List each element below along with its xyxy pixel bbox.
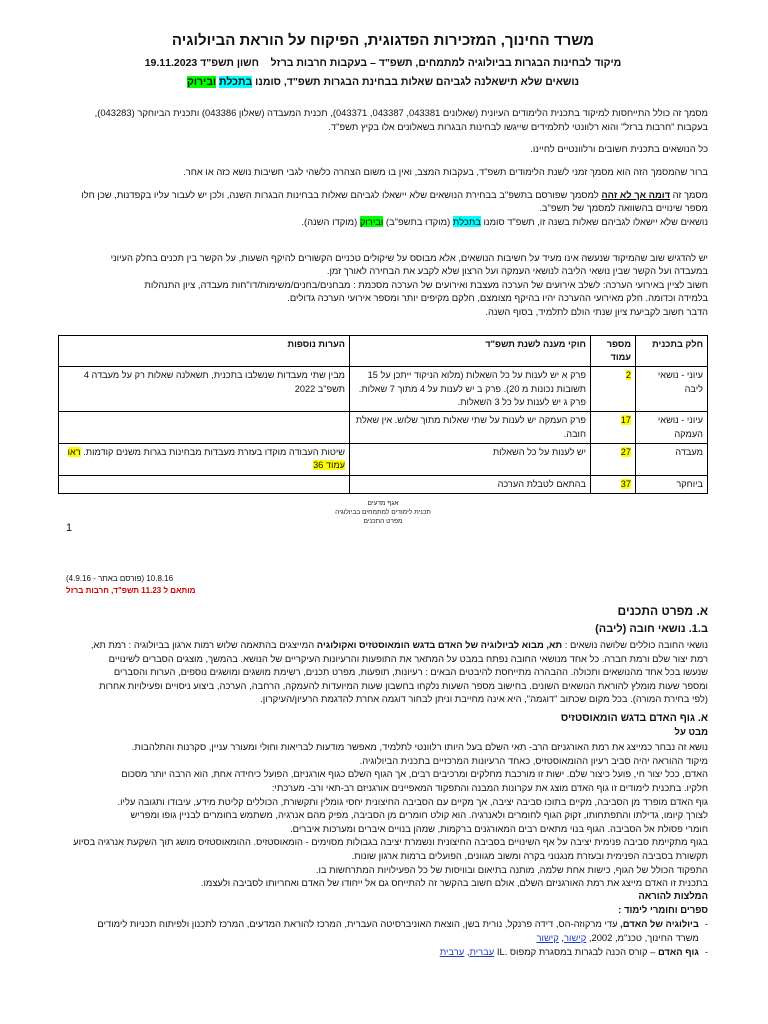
table-row [59,367,708,412]
table-cell-rules: בהתאם לטבלת הערכה [350,475,591,493]
footer-line-1: אגף מדעים [367,500,399,508]
overview-line-6: לצורך קיומו, גדילתו והתפתחותו, זקוק הגוף לחומרים ולאנרגיה. הוא קולט חומרים מן הסביבה, מפיק מהם אנרגיה, משתמש בחומרים לבניין גופו ומפריש [130,809,708,821]
intro-section [58,106,708,319]
table-header-notes: הערות נוספות [59,335,350,367]
core-topics-heading: ב.1. נושאי חובה (ליבה) [595,623,708,635]
table-cell-part: עיוני - נושאי ליבה [636,367,708,412]
intro-paragraph-6b: במעבדה ועל הקשר שבין נושאי הליבה לנושאי העמקה ועל הרצון שלא לקבע את הבחירה לאורך זמן. [326,265,708,277]
intro-p4-emphasis: דומה אך לא זהה [601,188,671,200]
intro-paragraph-1: מסמך זה כולל התייחסות למיקוד בתכנית הלימודים העיונית (שאלונים 043381, 043387, 043371), תכנית המעבדה (שאלון 043386) ותכנית הביוחקר (043283), [94,107,708,119]
overview-line-9: תקשורת בסביבה הפנימית ובעזרת מנגנוני בקרה ומשוב מגוונים, הפועלים ברמות ארגון שונות. [351,850,708,862]
table-header-rules: חוקי מענה לשנת תשפ"ד [350,335,591,367]
course-title: גוף האדם [657,945,699,957]
table-cell-rules: יש לענות על כל השאלות [350,444,591,476]
excluded-topics-subtitle [58,75,708,90]
overview-line-3: האדם, ככל יצור חי, פועל כיצור שלם. ישות זו מורכבת מחלקים ומרכיבים רבים, אך הגוף השלם כגוף אורגניזם, הפועל כיחידה אחת, הוא הרבה יותר מסכום [121,768,708,780]
book-link-2[interactable]: קישור [536,932,559,944]
green-highlight-label: ובירוק [186,75,217,88]
excluded-topics-marked: סומנו [255,75,281,88]
published-date: 10.8.16 (פורסם באתר - 4.9.16) [66,574,174,583]
overview-line-8: בגוף מתקיימת סביבה פנימית יציבה על אף השינויים בסביבה החיצונית ונשמרת יציבה בגבולות מסוימים - הומאוסטזיס. ההומאוסטזיס מושג תוך השקעת אנרגיה בסיוע [73,836,708,848]
intro-paragraph-7: חשוב לציין באירועי הערכה: לשלב אירועים של הערכה מעצבת ואירועים של הערכה מסכמת : מבחנים/בחנים/משימות/דו"חות מעבדה, ציון התנהלות [144,278,708,290]
book-details: עדי מרקוזה-הס, דידה פרנקל, נורית בשן, הוצאת האוניברסיטה העברית, המרכז להוראת המדעים, המרכז לתכנון ולפיתוח תכניות לימודים [97,918,618,930]
table-header-row [59,335,708,367]
page-link-deepening: 17 [620,415,631,426]
page-link-lab: 27 [620,447,631,458]
overview-line-4: חלקיו. בתכנית לימודים זו גוף האדם מוצג את עקרונות המבנה והתפקוד המאפיינים אורגניזם רב-תאי ורב- מערכתי: [271,781,708,793]
focus-subtitle [58,56,708,71]
table-header-page: מספר עמוד [591,335,636,367]
lab-notes-text: שיטות העבודה מוקדו בעזרת מעבדות מבחינות בגרות משנים קודמות. [83,447,345,458]
adapted-date: מותאם ל 11.23 תשפ"ד, חרבות ברזל [66,585,196,595]
list-item: - גוף האדם – קורס הכנה לבגרות במסגרת קמפוס .IL עברית, ערבית [439,945,708,957]
overview-line-2: מיקוד ההוראה יהיה סביב רעיון ההומאוסטזיס, כאחד הרעיונות המרכזיים בתכנית הביולוגיה. [359,754,708,766]
bullet-dash-icon: - [704,918,708,930]
overview-line-10: התפקוד הכולל של הגוף, כישות אחת שלמה, מותנה בתיאום ובוויסות של כל הפעילויות המתרחשות בו. [315,863,708,875]
book-title: ביולוגיה של האדם, [620,918,699,930]
core-paragraph-2: רמת יצור שלם ורמת חברה. כל אחד מנושאי החובה נפתח במבט על המתאר את התופעות והרעיונות העיקריים של הנושא. בהמשך, מוצגים הסברים לשינויים [108,652,708,664]
table-row [59,444,708,476]
teaching-recommendations-label: המלצות להוראה [638,890,708,902]
page-link-bioresearch: 37 [620,478,631,489]
table-cell-page [591,367,636,412]
intro-paragraph-5 [58,215,708,229]
course-link-arabic[interactable]: ערבית [439,945,465,957]
table-row [59,475,708,493]
core-paragraph-1 [58,638,708,652]
core-p1-topics: תא, מבוא לביולוגיה של האדם בדגש הומאוסטזיס ואקולוגיה [316,638,563,650]
table-cell-part: ביוחקר [636,475,708,493]
list-item: - ביולוגיה של האדם, עדי מרקוזה-הס, דידה פרנקל, נורית בשן, הוצאת האוניברסיטה העברית, המרכז להוראת המדעים, המרכז לתכנון ולפיתוח תכניות לימודים משרד החינוך, טכנ"מ, 2002, קישור, קישור [97,918,708,944]
intro-p5-c: (מוקדו בתשפ"ב) [385,215,451,227]
overview-line-1: נושא זה נבחר כמייצג את רמת האורגניזם הרב- תאי השלם בעל היותו רלוונטי לתלמיד, מאפשר מודעות לבריאות וחולי ומעורר עניין, סקרנות והתלהבות. [131,741,708,753]
document-title: משרד החינוך, המזכירות הפדגוגית, הפיקוח על הוראת הביולוגיה [171,32,595,49]
publication-dates [66,573,266,596]
table-cell-part: עיוני - נושאי העמקה [636,412,708,444]
lab-notes-see-page: ראו עמוד 36 [67,447,345,471]
table-cell-notes [59,412,350,444]
page-link-core: 2 [625,370,631,381]
table-header-part: חלק בתכנית [636,335,708,367]
books-label: ספרים וחומרי לימוד : [618,904,708,916]
overview-label: מבט על [674,727,708,739]
focus-subtitle-date: חשון תשפ"ד 19.11.2023 [144,56,259,69]
overview-line-11: בתכנית זו האדם מייצג את רמת האורגניזם השלם, אולם חשוב בהקשר זה להתייחס גם אל ייחודו של האדם ואחריותו לסביבה ולעצמו. [200,877,708,889]
excluded-topics-text: נושאים שלא תישאלנה לגביהם שאלות בבחינת הבגרות תשפ"ד, [283,75,580,88]
intro-p5-green: ובירוק [359,215,384,227]
overview-line-7: חומרי פסולת אל הסביבה. הגוף בנוי מתאים רבים המאורגנים ברקמות, שמהן בנויים איברים ומערכות איברים. [290,822,708,834]
core-paragraph-4: ומספר שעות מומלץ להוראת הנושאים השונים. בחישוב מספר השעות נלקחו בחשבון שעות המיועדות להעמקה, הרחבה, הערכה, ביצוע ניסויים ופעילויות אחרות [99,679,708,691]
course-details: – קורס הכנה לבגרות במסגרת קמפוס .IL [496,945,656,957]
human-body-heading: א. גוף האדם בדגש הומאוסטזיס [560,712,708,725]
table-cell-notes: מבין שתי מעבדות שנשלבו בתכנית, תשאלנה שאלות רק על מעבדה 4 תשפ"ב 2022 [59,367,350,412]
core-paragraph-5: (לפי בחירת המורה). בכל מקום שכתוב "דוגמה", היא אינה מחייבת וניתן לבחור דוגמה אחרת להדגמת הרעיון/העיקרון. [260,693,708,705]
core-p1-c: המייצגים בהתאמה שלוש רמות ארגון בביולוגיה : רמת תא, [90,638,315,650]
intro-paragraph-4 [58,188,708,202]
core-paragraph-3: שנעשו בכל אחד מהנושאים ותכולה. ההבהרה מתייחסת להיבטים הבאים : רעיונות, תופעות, מפרט תכנים, רשימת מושגים ומושגים נוספים, הערות והסברים [113,666,708,678]
table-cell-page [591,444,636,476]
intro-paragraph-3: ברור שהמסמך הזה הוא מסמך זמני לשנת הלימודים תשפ"ד, בעקבות המצב, ואין בו משום הצהרה כלשהי לגבי חשיבות נושא כזה או אחר. [183,166,708,178]
book-link-1[interactable]: קישור [564,932,587,944]
intro-paragraph-6: יש להדגיש שוב שהמיקוד שנעשה אינו מעיד על חשיבות הנושאים, אלא מבוסס על שיקולים טכניים הקשורים להיקף השעות, על הקשר בין תכנים בחלק העיוני [110,251,708,263]
footer-line-3: מפרט התכנים [363,517,403,525]
program-parts-table [58,335,708,494]
core-p1-a: נושאי החובה כוללים שלושה נושאים : [564,638,708,650]
intro-paragraph-2: כל הנושאים בתכנית חשובים ורלוונטיים לחיינו. [530,143,708,155]
footer-line-2: תכנית לימודים למתמחים בביולוגיה [335,509,431,517]
core-topics-section [58,622,708,958]
page-footer-note [58,500,708,527]
table-cell-rules: פרק א יש לענות על כל השאלות (מלוא הניקוד ייתכן על 15 תשובות נכונות מ 20). פרק ב יש לענות על 4 מתוך 7 שאלות. פרק ג יש לענות על כל 3 השאלות. [350,367,591,412]
table-cell-rules: פרק העמקה יש לענות על שתי שאלות מתוך שלוש. אין שאלת חובה. [350,412,591,444]
intro-p5-d: (מוקדו השנה). [301,215,358,227]
table-cell-page [591,412,636,444]
table-cell-notes [59,475,350,493]
intro-paragraph-8: הדבר חשוב לקביעת ציון שנתי הולם לתלמיד, בסוף השנה. [485,306,708,318]
focus-subtitle-text: מיקוד לבחינות הבגרות בביולוגיה למתמחים, תשפ"ד – בעקבות חרבות ברזל [270,56,622,69]
intro-p5-cyan: בתכלת [452,215,481,227]
course-link-hebrew[interactable]: עברית [469,945,495,957]
table-cell-part: מעבדה [636,444,708,476]
cyan-highlight-label: בתכלת [219,75,253,88]
page-number: 1 [66,522,73,534]
table-cell-page [591,475,636,493]
bullet-dash-icon: - [704,945,708,957]
overview-line-5: גוף האדם מופרד מן הסביבה, מקיים בתוכו סביבה יציבה, אך מקיים עם הסביבה החיצונית יחסי גומלין ותקשורת, הכוללים קליטת מידע, עיבודו ותגובה עליו. [117,795,708,807]
book-publisher: משרד החינוך, טכנ"מ, 2002, [588,932,699,944]
intro-p4-c: למסמך שפורסם בתשפ"ב בבחירת הנושאים שלא יישאלו לגביהם שאלות בבחינות הבגרות השנה, ולכן יש לעבור עליו בקפדנות, שכן חלו [81,188,599,200]
intro-p4-a: מסמך זה [672,188,708,200]
intro-p5-a: נושאים שלא יישאלו לגביהם שאלות בשנה זו, תשפ"ד [507,215,708,227]
intro-paragraph-7b: בלמידה וכדומה. חלק מאירועי ההערכה יהיו בהיקף מצומצם, חלקם מקיפים יותר ומספר אירועי הערכה גדולים. [287,292,708,304]
intro-paragraph-4b: מספר שינויים בהשוואה למסמך של תשפ"ב. [539,202,708,214]
intro-p5-b: סומנו [483,215,505,227]
intro-paragraph-1b: בעקבות "חרבות ברזל" והוא רלוונטי לתלמידים שייגשו לבחינות הבגרות בשאלונים אלו בקיץ תשפ"ד. [328,120,708,132]
table-cell-notes [59,444,350,476]
table-row [59,412,708,444]
content-spec-title: א. מפרט התכנים [617,604,708,618]
